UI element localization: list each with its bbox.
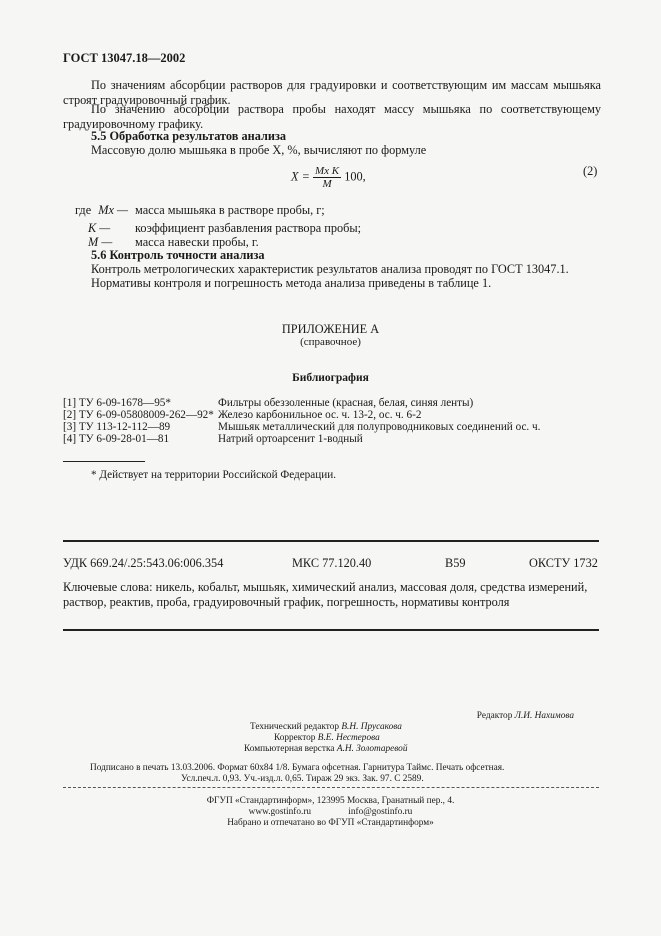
bibliography-title: Библиография — [292, 372, 369, 384]
udk-code: УДК 669.24/.25:543.06:006.354 — [63, 556, 224, 570]
section-5-6-line1: Контроль метрологических характеристик результатов анализа проводят по ГОСТ 13047.1. — [91, 262, 569, 276]
publisher-line3: Набрано и отпечатано во ФГУП «Стандартинформ» — [227, 818, 434, 828]
bib-ref: [3] ТУ 113-12-112—89 — [63, 421, 171, 433]
credit-name: В.Н. Прусакова — [341, 722, 402, 732]
credit-layout — [244, 744, 407, 754]
publisher-line2: www.gostinfo.ru info@gostinfo.ru — [248, 807, 413, 817]
where-row-mx — [75, 203, 128, 218]
document-header: ГОСТ 13047.18—2002 — [63, 51, 186, 65]
section-5-5-title: 5.5 Обработка результатов анализа — [91, 129, 287, 143]
credit-tech-editor — [250, 722, 402, 732]
separator-top — [63, 540, 599, 542]
where-symbol: K — — [88, 221, 111, 235]
mks-code: МКС 77.120.40 — [292, 556, 372, 570]
credit-role: Корректор — [274, 733, 316, 743]
where-symbol-k — [88, 221, 110, 236]
footnote-rule — [63, 461, 145, 462]
credit-role: Редактор — [476, 711, 513, 721]
okstu-code: ОКСТУ 1732 — [529, 556, 598, 570]
where-desc-k: коэффициент разбавления раствора пробы; — [135, 221, 362, 235]
keywords-line2: раствор, реактив, проба, градуировочный график, погрешность, нормативы контроля — [63, 595, 510, 609]
bib-desc: Фильтры обеззоленные (красная, белая, синяя ленты) — [218, 397, 474, 409]
appendix-subtitle: (справочное) — [300, 336, 361, 348]
section-5-5-text: Массовую долю мышьяка в пробе X, %, вычисляют по формуле — [91, 143, 427, 157]
credit-corrector — [274, 733, 380, 743]
section-5-6-title: 5.6 Контроль точности анализа — [91, 248, 265, 262]
where-symbol: M — — [88, 235, 113, 249]
keywords-line1: Ключевые слова: никель, кобальт, мышьяк, химический анализ, массовая доля, средства измерений, — [63, 580, 588, 594]
credit-name: В.Е. Нестерова — [317, 733, 380, 743]
appendix-title: ПРИЛОЖЕНИЕ А — [281, 322, 380, 336]
group-code: В59 — [445, 556, 466, 570]
formula — [291, 165, 366, 190]
imprint-line2: Усл.печ.л. 0,93. Уч.-изд.л. 0,65. Тираж 29 экз. Зак. 97. С 2589. — [181, 774, 424, 784]
where-symbol: Mx — — [98, 203, 128, 217]
publisher-line1: ФГУП «Стандартинформ», 123995 Москва, Гранатный пер., 4. — [206, 796, 455, 806]
paragraph-sample: По значению абсорбции раствора пробы находят массу мышьяка по соответствующему градуировочному графику. — [63, 102, 601, 131]
credit-editor — [0, 711, 574, 721]
formula-denominator: M — [322, 178, 332, 190]
paragraph-calibration: По значениям абсорбции растворов для градуировки и соответствующим им массам мышьяка строят градуировочный график. — [63, 78, 601, 107]
where-prefix: где — [75, 203, 92, 217]
formula-numerator: Mx K — [314, 165, 340, 177]
bib-ref: [1] ТУ 6-09-1678—95* — [63, 397, 171, 409]
formula-rhs: 100, — [344, 169, 366, 184]
imprint-line1: Подписано в печать 13.03.2006. Формат 60x84 1/8. Бумага офсетная. Гарнитура Таймс. Печать офсетная. — [90, 763, 505, 773]
credit-name: Л.И. Нахимова — [514, 711, 574, 721]
bib-ref: [4] ТУ 6-09-28-01—81 — [63, 433, 170, 445]
bib-ref: [2] ТУ 6-09-05808009-262—92* — [63, 409, 214, 421]
formula-lhs: X = — [291, 169, 310, 184]
imprint-divider — [63, 787, 599, 788]
formula-number: (2) — [583, 164, 598, 178]
bib-desc: Натрий ортоарсенит 1-водный — [218, 433, 363, 445]
section-5-6-line2: Нормативы контроля и погрешность метода анализа приведены в таблице 1. — [91, 276, 492, 290]
credit-name: А.Н. Золотаревой — [336, 744, 408, 754]
bib-desc: Железо карбонильное ос. ч. 13-2, ос. ч. 6-2 — [218, 409, 422, 421]
formula-fraction — [313, 165, 341, 190]
separator-bottom — [63, 629, 599, 631]
credit-role: Компьютерная верстка — [244, 744, 335, 754]
where-desc-m: масса навески пробы, г. — [135, 235, 259, 249]
bib-desc: Мышьяк металлический для полупроводниковых соединений ос. ч. — [218, 421, 541, 433]
where-desc-mx: масса мышьяка в растворе пробы, г; — [135, 203, 325, 217]
credit-role: Технический редактор — [250, 722, 340, 732]
footnote: * Действует на территории Российской Федерации. — [91, 469, 337, 481]
